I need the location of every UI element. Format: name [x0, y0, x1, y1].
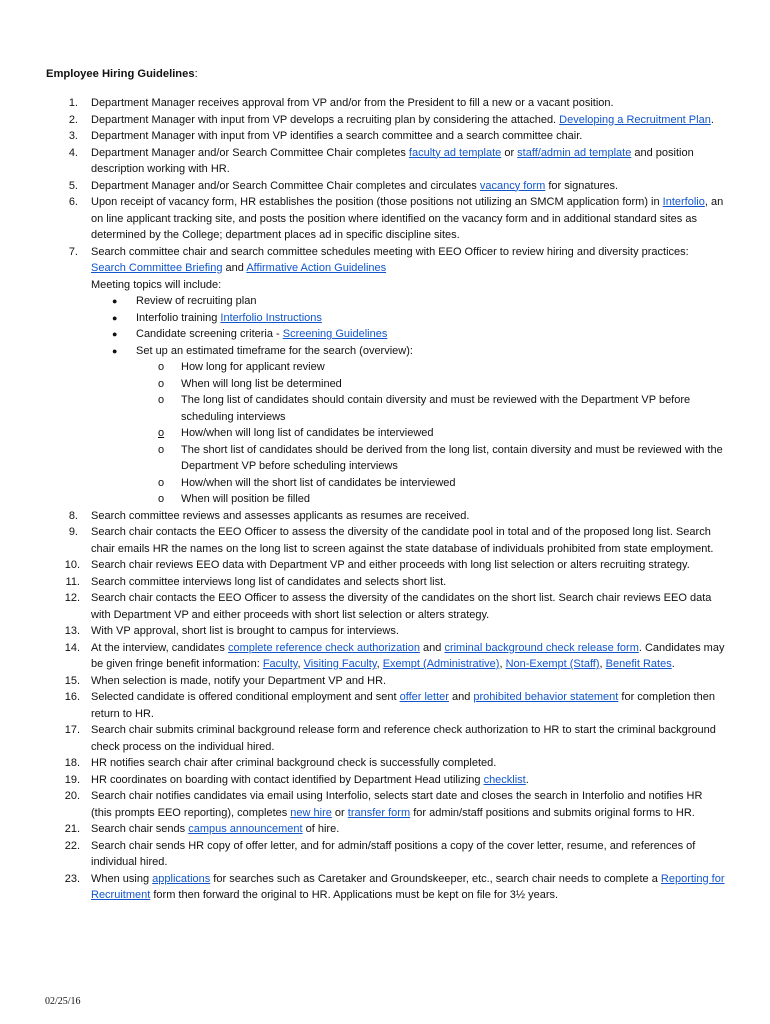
list-item: 16. Selected candidate is offered conditional employment and sent offer letter and prohibited behavior statement for completion then return to HR. [64, 691, 715, 720]
list-item: 3. Department Manager with input from VP identifies a search committee and a search committee chair. [68, 130, 583, 142]
prohibited-behavior-statement-link[interactable]: prohibited behavior statement [473, 691, 619, 703]
staff-admin-ad-template-link[interactable]: staff/admin ad template [517, 146, 632, 159]
footer-date: 02/25/16 [45, 996, 81, 1007]
list-item: 9. Search chair contacts the EEO Officer to assess the diversity of the candidate pool in total and of the proposed long list. Search chair emails HR the names on the long list to screen against the state database of individuals prohibited from state employment. [68, 526, 714, 555]
offer-letter-link[interactable]: offer letter [399, 691, 449, 703]
faculty-benefits-link[interactable]: Faculty [262, 658, 298, 670]
faculty-ad-template-link[interactable]: faculty ad template [408, 146, 502, 159]
list-item: ● Candidate screening criteria - Screening Guidelines [91, 326, 726, 343]
screening-guidelines-link[interactable]: Screening Guidelines [282, 328, 388, 340]
list-item: 2. Department Manager with input from VP develops a recruiting plan by considering the attached. Developing a Recruitment Plan. [68, 113, 714, 126]
interfolio-link[interactable]: Interfolio [662, 196, 705, 208]
circle-bullet-icon: o [158, 427, 165, 439]
bullet-icon: ● [112, 329, 118, 339]
list-item: 5. Department Manager and/or Search Committee Chair completes and circulates vacancy form for signatures. [68, 179, 619, 192]
list-item: 22. Search chair sends HR copy of offer letter, and for admin/staff positions a copy of the cover letter, resume, and references of individual hired. [64, 839, 696, 868]
circle-bullet-icon: o [158, 476, 165, 489]
circle-bullet-icon: o [158, 361, 165, 373]
list-item: 21. Search chair sends campus announcement of hire. [64, 823, 340, 835]
new-hire-link[interactable]: new hire [290, 806, 332, 819]
recruitment-plan-link[interactable]: Developing a Recruitment Plan [559, 113, 711, 126]
list-item: 7. Search committee chair and search committee schedules meeting with EEO Officer to review hiring and diversity practices: Search Committee Briefing and Affirmative Action Guidelines Meeting topics will include: ● Review of recruiting plan ● Interfolio training Interfolio Instructions ● Candidate screening criteria - Screening Guidelines ● Set up an estimated timeframe for the search (overview): o How long for applicant review o When will long list be determined o The long list of candidates should contain diversity and must be reviewed with the Department VP before scheduling interviews o How/when will long list of candidates be interviewed o The short list of candidates should be derived from the long list, contain diversity and must be reviewed with the Department VP before scheduling interviews o How/when will the short list of candidates be interviewed o When will position be filled [46, 244, 726, 508]
visiting-faculty-benefits-link[interactable]: Visiting Faculty [303, 658, 377, 670]
list-item: 14. At the interview, candidates complete reference check authorization and criminal background check release form. Candidates may be given fringe benefit information: Faculty, Visiting Faculty, Exempt (Administrative), Non-Exempt (Staff), Benefit Rates. [64, 641, 725, 670]
non-exempt-benefits-link[interactable]: Non-Exempt (Staff) [505, 658, 600, 670]
circle-bullet-icon: o [158, 493, 165, 505]
list-item: ● Interfolio training Interfolio Instructions [91, 310, 726, 327]
list-item: 12. Search chair contacts the EEO Officer to assess the diversity of the candidates on the short list. Search chair reviews EEO data with Department VP and either proceeds with short list selection or alters strategy. [64, 592, 712, 621]
reference-check-authorization-link[interactable]: complete reference check authorization [227, 641, 420, 654]
list-item: 18. HR notifies search chair after criminal background check is successfully completed. [64, 757, 497, 769]
list-item: 15. When selection is made, notify your Department VP and HR. [64, 674, 387, 687]
list-item: 10. Search chair reviews EEO data with Department VP and either proceeds with long list selection or alters recruiting strategy. [64, 559, 690, 571]
applications-link[interactable]: applications [152, 872, 211, 885]
list-item: 11. Search committee interviews long list of candidates and selects short list. [65, 575, 447, 588]
list-item: 8. Search committee reviews and assesses applicants as resumes are received. [68, 509, 470, 522]
page-title: Employee Hiring Guidelines: [46, 68, 198, 80]
list-item: o When will long list be determined [136, 376, 726, 393]
list-item: 6. Upon receipt of vacancy form, HR establishes the position (those positions not utilizing an SMCM application form) in Interfolio, an on line applicant tracking site, and posts the position where identified on the vacancy form and in additional standard sites as determined by the College; department places ad in specific discipline sites. [68, 196, 724, 241]
transfer-form-link[interactable]: transfer form [347, 806, 411, 819]
meeting-topics-list [91, 293, 726, 508]
bullet-icon: ● [112, 312, 118, 323]
list-item: o The long list of candidates should contain diversity and must be reviewed with the Department VP before scheduling interviews [158, 394, 691, 423]
circle-bullet-icon: o [158, 377, 165, 390]
list-item: o The short list of candidates should be derived from the long list, contain diversity and must be reviewed with the Department VP before scheduling interviews [158, 443, 723, 472]
list-item: ● Set up an estimated timeframe for the search (overview): o How long for applicant review o When will long list be determined o The long list of candidates should contain diversity and must be reviewed with the Department VP before scheduling interviews o How/when will long list of candidates be interviewed o The short list of candidates should be derived from the long list, contain diversity and must be reviewed with the Department VP before scheduling interviews o How/when will the short list of candidates be interviewed o When will position be filled [91, 343, 726, 508]
campus-announcement-link[interactable]: campus announcement [188, 823, 303, 835]
list-item: o How/when will the short list of candidates be interviewed [136, 475, 726, 492]
bullet-icon: ● [112, 345, 118, 356]
list-item: 4. Department Manager and/or Search Committee Chair completes faculty ad template or staff/admin ad template and position description working with HR. [68, 146, 694, 175]
circle-bullet-icon: o [158, 394, 165, 406]
affirmative-action-guidelines-link[interactable]: Affirmative Action Guidelines [246, 262, 387, 274]
hiring-steps-list [46, 95, 726, 904]
bullet-icon: ● [112, 296, 118, 306]
benefit-rates-link[interactable]: Benefit Rates [605, 658, 672, 670]
list-item: 20. Search chair notifies candidates via email using Interfolio, selects start date and closes the search in Interfolio and notifies HR (this prompts EEO reporting), completes new hire or transfer form for admin/staff positions and submits original forms to HR. [64, 790, 703, 819]
interfolio-instructions-link[interactable]: Interfolio Instructions [220, 311, 322, 324]
exempt-benefits-link[interactable]: Exempt (Administrative) [382, 658, 500, 670]
list-item: 1. Department Manager receives approval from VP and/or from the President to fill a new or a vacant position. [68, 97, 614, 109]
list-item: ● Review of recruiting plan [91, 293, 726, 310]
list-item: 23. When using applications for searches such as Caretaker and Groundskeeper, etc., search chair needs to complete a Reporting for Recruitment form then forward the original to HR. Applications must be kept on file for 3½ years. [64, 872, 725, 901]
reporting-for-recruitment-link[interactable]: Reporting for Recruitment [91, 872, 725, 901]
list-item: 17. Search chair submits criminal background release form and reference check authorization to HR to start the criminal background check process on the individual hired. [64, 724, 716, 753]
search-committee-briefing-link[interactable]: Search Committee Briefing [91, 262, 223, 274]
list-item: o How long for applicant review [136, 359, 726, 376]
list-item: o How/when will long list of candidates be interviewed [136, 425, 726, 442]
checklist-link[interactable]: checklist [483, 773, 526, 786]
list-item: o When will position be filled [136, 491, 726, 508]
criminal-background-check-link[interactable]: criminal background check release form [444, 641, 639, 654]
vacancy-form-link[interactable]: vacancy form [479, 179, 546, 192]
list-item: 19. HR coordinates on boarding with contact identified by Department Head utilizing checklist. [64, 773, 529, 786]
list-item: 13. With VP approval, short list is brought to campus for interviews. [64, 625, 399, 637]
circle-bullet-icon: o [158, 443, 165, 456]
timeframe-list [136, 359, 726, 508]
